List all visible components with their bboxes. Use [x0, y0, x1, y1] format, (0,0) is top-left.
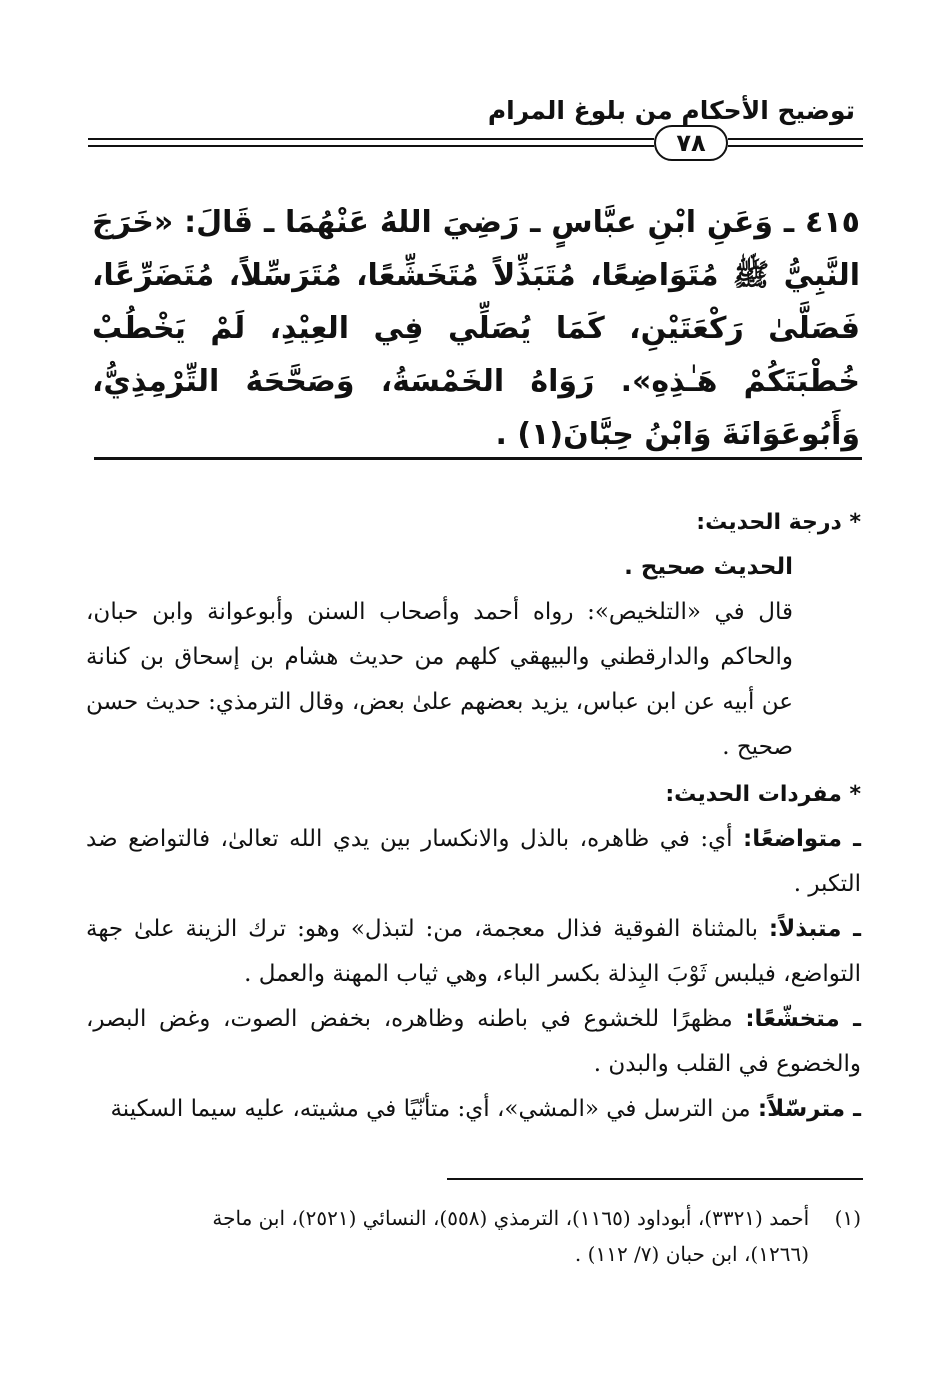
header-rule-right	[728, 138, 863, 140]
page-number: ٧٨	[654, 125, 728, 161]
vocab-definition: بالمثناة الفوقية فذال معجمة، من: لتبذل» وهو: ترك الزينة علىٰ جهة التواضع، فيلبس ثَوْبَ البِذلة بكسر الباء، وهي ثياب المهنة والعمل .	[86, 916, 861, 987]
hadith-text-block	[92, 196, 860, 461]
vocab-heading: * مفردات الحديث:	[665, 782, 861, 807]
section-divider	[94, 457, 862, 460]
degree-paragraph	[86, 590, 861, 770]
vocab-definition: أي: في ظاهره، بالذل والانكسار بين يدي الله تعالىٰ، فالتواضع ضد التكبر .	[86, 826, 861, 897]
hadith-text: وَعَنِ ابْنِ عبَّاسٍ ـ رَضِيَ اللهُ عَنْهُمَا ـ قَالَ: «خَرَجَ النَّبِيُّ ﷺ مُتَوَاضِعًا، مُتَبَذِّلاً مُتَخَشِّعًا، مُتَرَسِّلاً، مُتَضَرِّعًا، فَصَلَّىٰ رَكْعَتَيْنِ، كَمَا يُصَلِّي فِي العِيْدِ، لَمْ يَخْطُبْ خُطْبَتَكُمْ هَـٰذِهِ». رَوَاهُ الخَمْسَةُ، وَصَحَّحَهُ التِّرْمِذِيُّ، وَأَبُوعَوَانَةَ وَابْنُ حِبَّانَ(١) .	[92, 205, 860, 452]
header-rule-left	[88, 145, 654, 147]
vocab-term: ـ متبذلاً:	[768, 916, 861, 942]
footnote-line	[86, 1200, 861, 1236]
hadith-number: ٤١٥ ـ	[783, 205, 860, 240]
vocab-item	[86, 1087, 861, 1132]
vocab-definition: من الترسل في «المشي»، أي: متأنّيًا في مشيته، عليه سيما السكينة	[110, 1096, 751, 1122]
footnote-text: (١٢٦٦)، ابن حبان (٧/ ١١٢) .	[574, 1242, 809, 1266]
vocab-term: ـ مترسّلاً:	[757, 1096, 861, 1122]
running-title: توضيح الأحكام من بلوغ المرام	[487, 96, 855, 125]
footnote-marker: (١)	[834, 1206, 861, 1230]
footnote	[86, 1200, 861, 1272]
footnote-line	[86, 1236, 861, 1272]
footnote-rule	[447, 1178, 863, 1180]
vocab-term: ـ متخشّعًا:	[745, 1006, 862, 1032]
header-rule-left	[88, 138, 654, 140]
degree-heading: * درجة الحديث:	[696, 510, 861, 535]
header-rule-right	[728, 145, 863, 147]
vocab-definition: مظهرًا للخشوع في باطنه وظاهره، بخفض الصوت، وغض البصر، والخضوع في القلب والبدن .	[86, 1006, 861, 1077]
degree-verdict: الحديث صحيح .	[624, 554, 793, 580]
vocab-item	[86, 907, 861, 997]
vocab-term: ـ متواضعًا:	[743, 826, 862, 852]
degree-paragraph-text: قال في «التلخيص»: رواه أحمد وأصحاب السنن وأبوعوانة وابن حبان، والحاكم والدارقطني والبيهقي كلهم من حديث هشام بن إسحاق بن كنانة عن أبيه عن ابن عباس، يزيد بعضهم علىٰ بعض، وقال الترمذي: حديث حسن صحيح .	[86, 599, 793, 760]
vocab-item	[86, 817, 861, 907]
vocab-item	[86, 997, 861, 1087]
footnote-text: أحمد (٣٣٢١)، أبوداود (١١٦٥)، الترمذي (٥٥٨)، النسائي (٢٥٢١)، ابن ماجة	[212, 1206, 810, 1230]
commentary	[86, 500, 861, 1132]
